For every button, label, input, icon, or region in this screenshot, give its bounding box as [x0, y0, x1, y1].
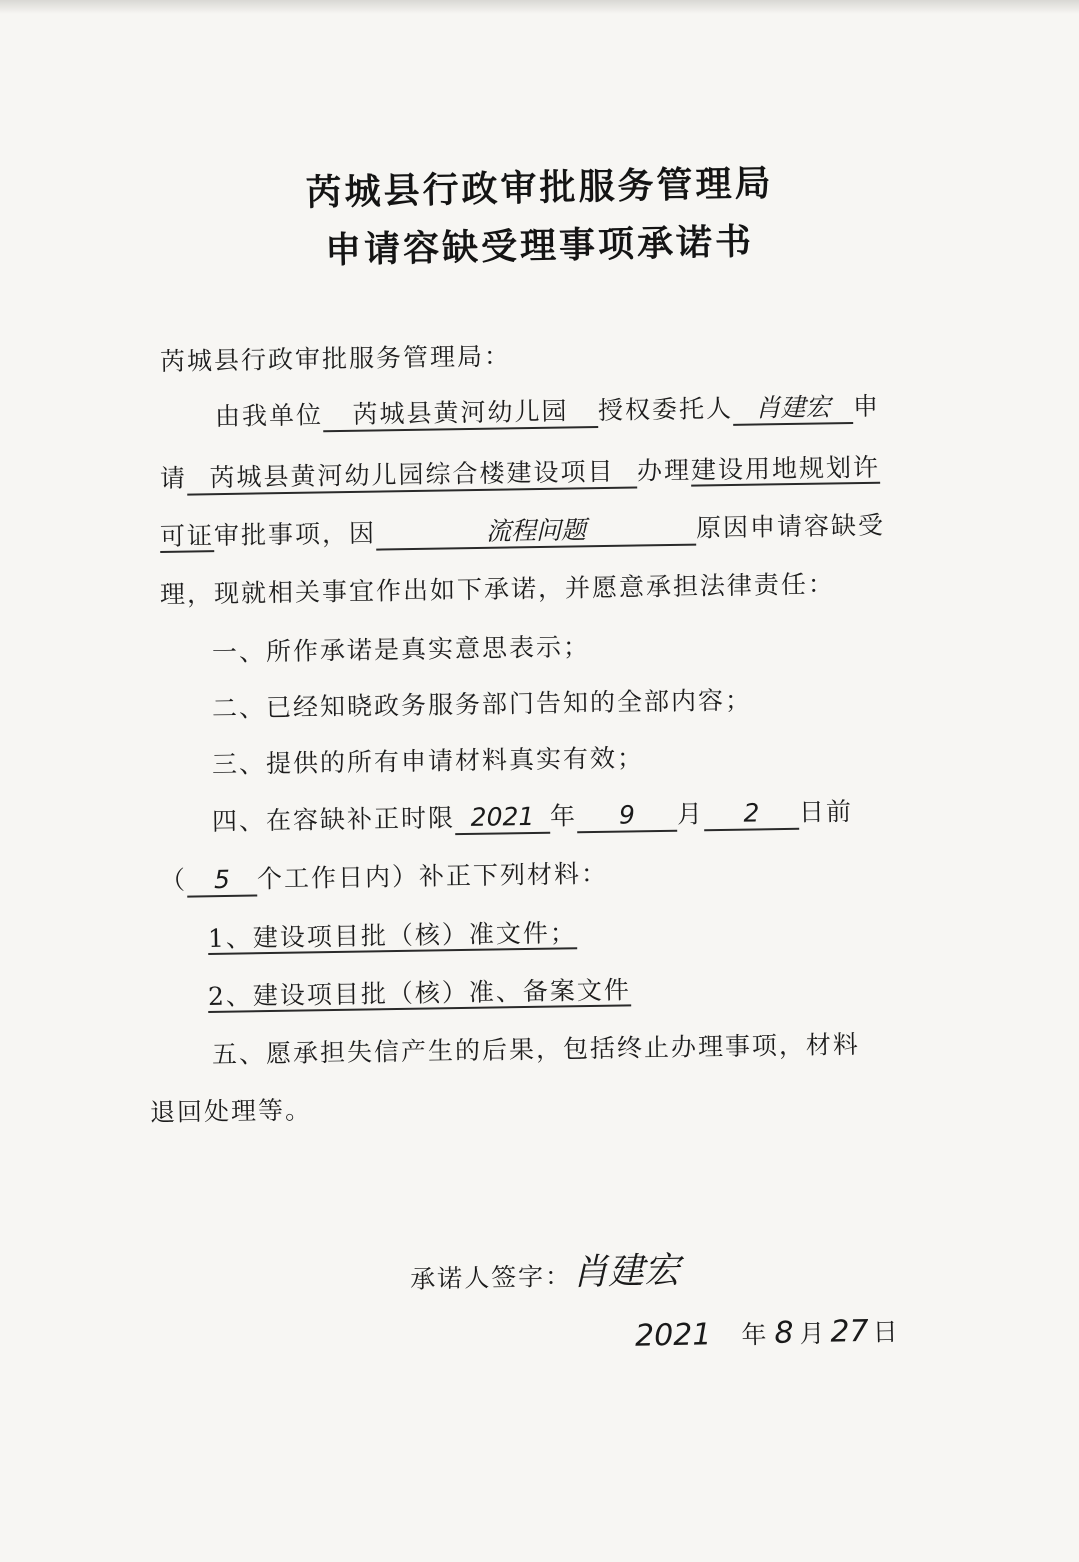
- signature-label: 承诺人签字：: [409, 1261, 573, 1294]
- pledge-four-prefix: 四、在容缺补正时限: [211, 803, 456, 836]
- item-field-b: 可证: [159, 521, 215, 551]
- signature-line: [409, 1242, 680, 1299]
- signature-date-month: 8: [774, 1315, 794, 1351]
- pledge-two: 二、已经知晓政务服务部门告知的全部内容；: [211, 685, 753, 723]
- pledge-five-line-2: 退回处理等。: [149, 1095, 313, 1127]
- pledge-four-line-2: [160, 857, 609, 898]
- signature-date: [635, 1312, 900, 1354]
- text-agent-prefix: 授权委托人: [597, 393, 734, 425]
- text-apply-1: 申: [852, 391, 881, 421]
- reason-field: 流程问题: [376, 514, 696, 551]
- material-2-text: 2、建设项目批（核）准、备案文件: [207, 975, 632, 1011]
- title-line-2: 申请容缺受理事项承诺书: [324, 221, 755, 272]
- text-open-paren: （: [159, 865, 188, 895]
- workdays-field: 5: [187, 864, 257, 897]
- title-line-1: 芮城县行政审批服务管理局: [305, 163, 774, 214]
- signature-date-day: 27: [830, 1313, 870, 1350]
- text-workdays-suffix: 个工作日内）补正下列材料：: [256, 858, 609, 894]
- text-day: 日前: [798, 796, 854, 827]
- deadline-day-field: 2: [704, 798, 799, 831]
- unit-field: 芮城县黄河幼儿园: [323, 396, 598, 432]
- signature-date-year: 2021: [634, 1317, 712, 1354]
- agent-field: 肖建宏: [733, 392, 853, 426]
- text-month: 月: [676, 799, 705, 829]
- signature-date-day-label: 日: [872, 1317, 900, 1347]
- text-reason-prefix: 审批事项，因: [213, 518, 377, 551]
- paragraph-line-2: [160, 451, 880, 496]
- signature-name: 肖建宏: [571, 1250, 681, 1294]
- material-1: [208, 916, 577, 956]
- text-handle: 办理: [636, 455, 692, 486]
- deadline-month-field: 9: [577, 800, 677, 834]
- pledge-five-line-1: 五、愿承担失信产生的后果，包括终止办理事项，材料: [211, 1029, 861, 1069]
- signature-date-month-label: 月: [799, 1318, 827, 1349]
- pledge-four-line-1: [212, 795, 854, 839]
- text-unit-prefix: 由我单位: [214, 400, 324, 431]
- paragraph-line-3: [160, 509, 885, 554]
- paragraph-line-4: 理，现就相关事宜作出如下承诺，并愿意承担法律责任：: [159, 569, 836, 609]
- text-year: 年: [549, 801, 578, 831]
- item-field-a: 建设用地规划许: [690, 452, 881, 485]
- material-2: [208, 973, 631, 1014]
- pledge-one: 一、所作承诺是真实意思表示；: [211, 632, 591, 667]
- text-reason-suffix: 原因申请容缺受: [695, 510, 886, 543]
- scan-edge-shadow: [0, 0, 1079, 14]
- signature-date-year-label: 年: [741, 1319, 769, 1350]
- pledge-three: 三、提供的所有申请材料真实有效；: [211, 743, 645, 779]
- paragraph-line-1: [215, 390, 880, 434]
- material-1-text: 1、建设项目批（核）准文件；: [207, 918, 578, 953]
- deadline-year-field: 2021: [455, 802, 550, 835]
- addressee: 芮城县行政审批服务管理局：: [159, 341, 512, 376]
- project-field: 芮城县黄河幼儿园综合楼建设项目: [187, 457, 637, 496]
- text-apply-2: 请: [159, 463, 188, 493]
